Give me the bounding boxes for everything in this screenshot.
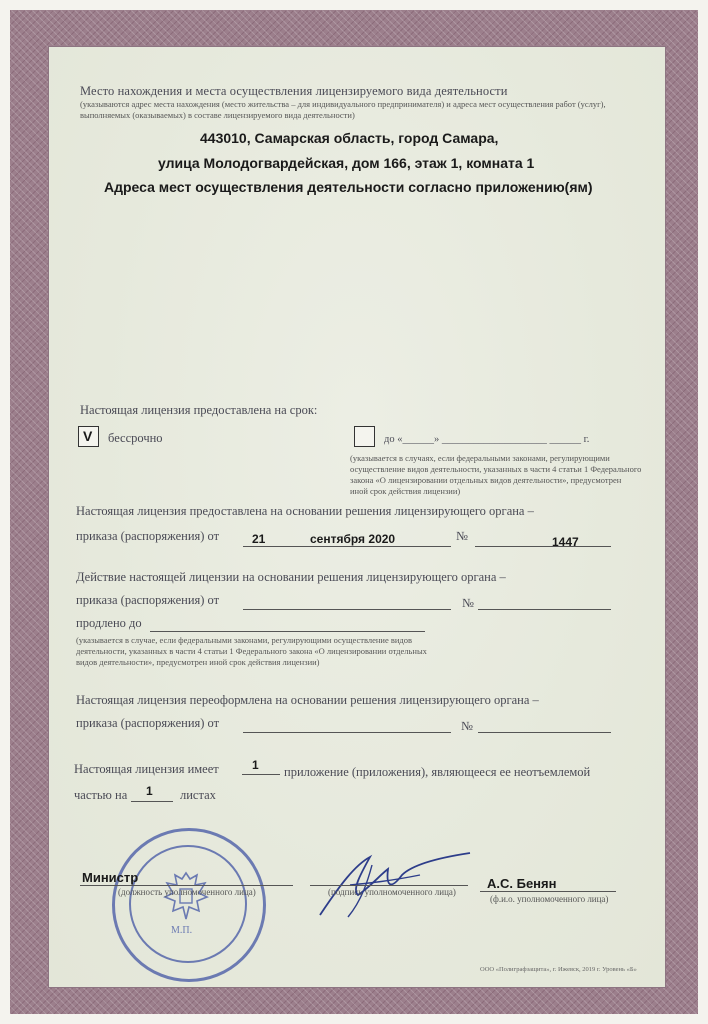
unlimited-checkbox: [78, 426, 99, 447]
address-line-2: улица Молодогвардейская, дом 166, этаж 1, комната 1: [158, 155, 535, 171]
order-month-year: сентября 2020: [310, 532, 396, 546]
basis-line-1: Настоящая лицензия предоставлена на основании решения лицензирующего органа –: [76, 504, 534, 518]
extension-line-2: приказа (распоряжения) от: [76, 593, 220, 607]
sheets-count: 1: [146, 784, 153, 798]
signature-caption: (подпись уполномоченного лица): [328, 887, 456, 897]
extension-number-sign: №: [462, 596, 474, 610]
term-heading: Настоящая лицензия предоставлена на срок:: [80, 403, 318, 417]
order-day: 21: [252, 532, 266, 546]
location-heading: Место нахождения и места осуществления лицензируемого вида деятельности: [80, 84, 508, 98]
appendix-text-before: Настоящая лицензия имеет: [74, 762, 219, 776]
reissue-line-1: Настоящая лицензия переоформлена на основании решения лицензирующего органа –: [76, 693, 539, 707]
checkbox-mark: V: [83, 428, 93, 444]
sheets-text-before: частью на: [74, 788, 128, 802]
reissue-line-2: приказа (распоряжения) от: [76, 716, 220, 730]
location-note-1: (указываются адрес места нахождения (место жительства – для индивидуального предпринимателя) и адреса мест осуществления работ (услуг),: [80, 99, 606, 109]
location-note-2: выполняемых (оказываемых) в составе лицензируемого вида деятельности): [80, 110, 355, 120]
appendix-count: 1: [252, 758, 259, 772]
position-caption: (должность уполномоченного лица): [118, 887, 256, 897]
extension-note-2: деятельности, указанных в части 4 статьи 1 Федерального закона «О лицензировании отдельных: [76, 646, 427, 656]
printer-note: ООО «Полиграфзащита», г. Ижевск, 2019 г. Уровень «Б»: [480, 966, 637, 973]
address-line-1: 443010, Самарская область, город Самара,: [200, 130, 499, 146]
stamp-label: М.П.: [171, 925, 193, 936]
signer-name: А.С. Бенян: [487, 876, 557, 891]
term-note-1: (указывается в случаях, если федеральными законами, регулирующими: [350, 453, 610, 463]
extended-until-label: продлено до: [76, 616, 142, 630]
basis-line-2: приказа (распоряжения) от: [76, 529, 220, 543]
signer-position: Министр: [82, 870, 139, 885]
official-seal: [112, 828, 266, 982]
term-note-3: закона «О лицензировании отдельных видов деятельности», предусмотрен: [350, 475, 622, 485]
extension-note-3: видов деятельности», предусмотрен иной срок действия лицензии): [76, 657, 320, 667]
basis-number-sign: №: [456, 529, 468, 543]
order-number: 1447: [552, 535, 579, 549]
name-caption: (ф.и.о. уполномоченного лица): [490, 894, 609, 904]
address-line-3: Адреса мест осуществления деятельности согласно приложению(ям): [104, 179, 593, 195]
extension-line-1: Действие настоящей лицензии на основании решения лицензирующего органа –: [76, 570, 506, 584]
until-label: до «______» ____________________ ______ г.: [384, 434, 590, 445]
unlimited-label: бессрочно: [108, 431, 163, 445]
appendix-text-after: приложение (приложения), являющееся ее неотъемлемой: [284, 765, 591, 779]
reissue-number-sign: №: [461, 719, 473, 733]
sheets-text-after: листах: [180, 788, 216, 802]
term-note-2: осуществление видов деятельности, указанных в части 4 статьи 1 Федерального: [350, 464, 642, 474]
extension-note-1: (указывается в случае, если федеральными законами, регулирующими осуществление видов: [76, 635, 413, 645]
until-checkbox: [354, 426, 375, 447]
term-note-4: иной срок действия лицензии): [350, 486, 461, 496]
